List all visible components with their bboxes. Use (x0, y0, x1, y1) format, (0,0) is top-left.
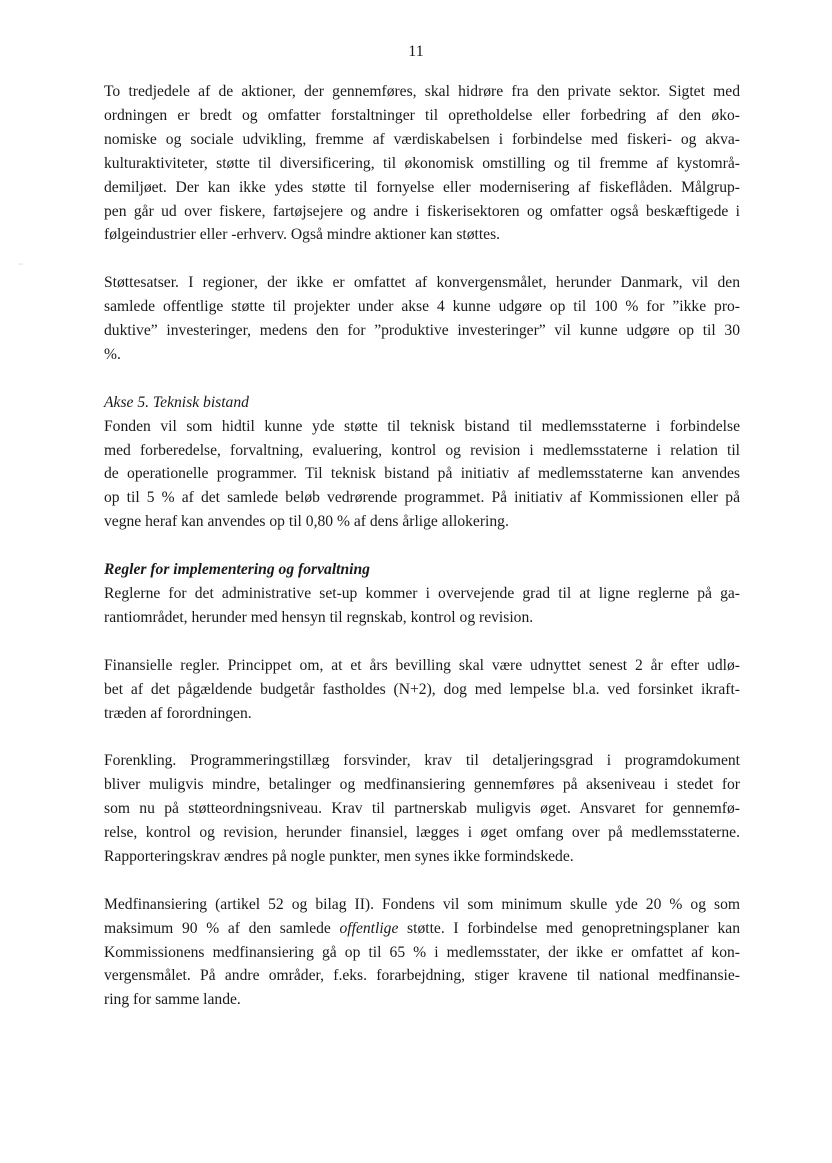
document-body (104, 80, 740, 1012)
text-line: følgeindustrier eller -erhverv. Også mindre aktioner kan støttes. (104, 226, 501, 244)
emphasis-text: offentlige (339, 919, 399, 937)
text-run: Kommissionens medfinansiering gå op til 65 % i medlemsstater, der ikke er omfattet af kon- (104, 943, 740, 961)
text-run: vergensmålet. På andre områder, f.eks. forarbejdning, stiger kravene til national medfinansie- (104, 967, 740, 985)
paragraph-support-rates (104, 271, 740, 367)
text-run: Medfinansiering (artikel 52 og bilag II). Fondens vil som minimum skulle yde 20 % og som (104, 895, 740, 913)
text-line: relse, kontrol og revision, herunder finansiel, lægges i øget omfang over på medlemsstaterne. (104, 824, 740, 842)
text-line: duktive” investeringer, medens den for ”produktive investeringer” vil kunne udgøre op til 30 (104, 322, 740, 340)
text-line: samlede offentlige støtte til projekter under akse 4 kunne udgøre op til 100 % for ”ikke pro- (104, 298, 740, 316)
paragraph-financial-rules (104, 654, 740, 726)
text-line: træden af forordningen. (104, 704, 252, 722)
text-run: støtte. I forbindelse med genopretningsplaner kan (398, 919, 740, 937)
text-line: %. (104, 345, 121, 363)
text-line: Fonden vil som hidtil kunne yde støtte til teknisk bistand til medlemsstaterne i forbindelse (104, 417, 740, 435)
text-line: vegne heraf kan anvendes op til 0,80 % af dens årlige allokering. (104, 513, 509, 531)
text-run: ring for samme lande. (104, 991, 241, 1009)
paragraph-objectives (104, 80, 740, 247)
scan-artifact: ˙˙ (18, 262, 24, 271)
text-line: To tredjedele af de aktioner, der gennemføres, skal hidrøre fra den private sektor. Sigtet med (104, 83, 740, 100)
text-line: med forberedelse, forvaltning, evaluering, kontrol og revision i medlemsstaterne i relation til (104, 441, 740, 459)
paragraph-simplification (104, 749, 740, 869)
section-heading: Akse 5. Teknisk bistand (104, 393, 249, 411)
text-line: pen går ud over fiskere, fartøjsejere og andre i fiskerisektoren og omfatter også beskæftigede i (104, 202, 740, 220)
paragraph-cofinancing (104, 893, 740, 1013)
text-line: bet af det pågældende budgetår fastholdes (N+2), dog med lempelse bl.a. ved forsinket ikraft- (104, 680, 740, 698)
section-heading: Regler for implementering og forvaltning (104, 561, 370, 579)
text-line: Rapporteringskrav ændres på nogle punkter, men synes ikke formindskede. (104, 847, 574, 865)
text-line (104, 917, 740, 941)
text-line (104, 964, 740, 988)
text-line (104, 988, 740, 1012)
section-implementation-rules (104, 558, 740, 630)
text-line: demiljøet. Der kan ikke ydes støtte til fornyelse eller modernisering af fiskeflåden. Målgrup- (104, 178, 740, 196)
section-technical-assistance (104, 391, 740, 534)
text-line: bliver muligvis mindre, betalinger og medfinansiering gennemføres på akseniveau i stedet for (104, 776, 740, 794)
text-line: som nu på støtteordningsniveau. Krav til partnerskab muligvis øget. Ansvaret for gennemfø- (104, 800, 740, 818)
text-line: ordningen er bredt og omfatter forstaltninger til opretholdelse eller forbedring af den øko- (104, 106, 740, 124)
page-number: 11 (408, 43, 424, 60)
text-line (104, 941, 740, 965)
text-line: de operationelle programmer. Til teknisk bistand på initiativ af medlemsstaterne kan anvendes (104, 465, 740, 483)
text-line: rantiområdet, herunder med hensyn til regnskab, kontrol og revision. (104, 608, 534, 626)
text-line: Reglerne for det administrative set-up kommer i overvejende grad til at ligne reglerne på ga- (104, 584, 740, 602)
text-line (104, 893, 740, 917)
text-line: nomiske og sociale udvikling, fremme af værdiskabelsen i forbindelse med fiskeri- og akva- (104, 130, 740, 148)
text-line: Finansielle regler. Princippet om, at et års bevilling skal være udnyttet senest 2 år efter udlø- (104, 656, 740, 674)
text-line: Forenkling. Programmeringstillæg forsvinder, krav til detaljeringsgrad i programdokument (104, 752, 740, 770)
text-run: maksimum 90 % af den samlede (104, 919, 340, 937)
text-line: kulturaktiviteter, støtte til diversificering, til økonomisk omstilling og til fremme af kystområ- (104, 154, 740, 172)
text-line: Støttesatser. I regioner, der ikke er omfattet af konvergensmålet, herunder Danmark, vil den (104, 274, 740, 292)
text-line: op til 5 % af det samlede beløb vedrørende programmet. På initiativ af Kommissionen eller på (104, 489, 740, 507)
